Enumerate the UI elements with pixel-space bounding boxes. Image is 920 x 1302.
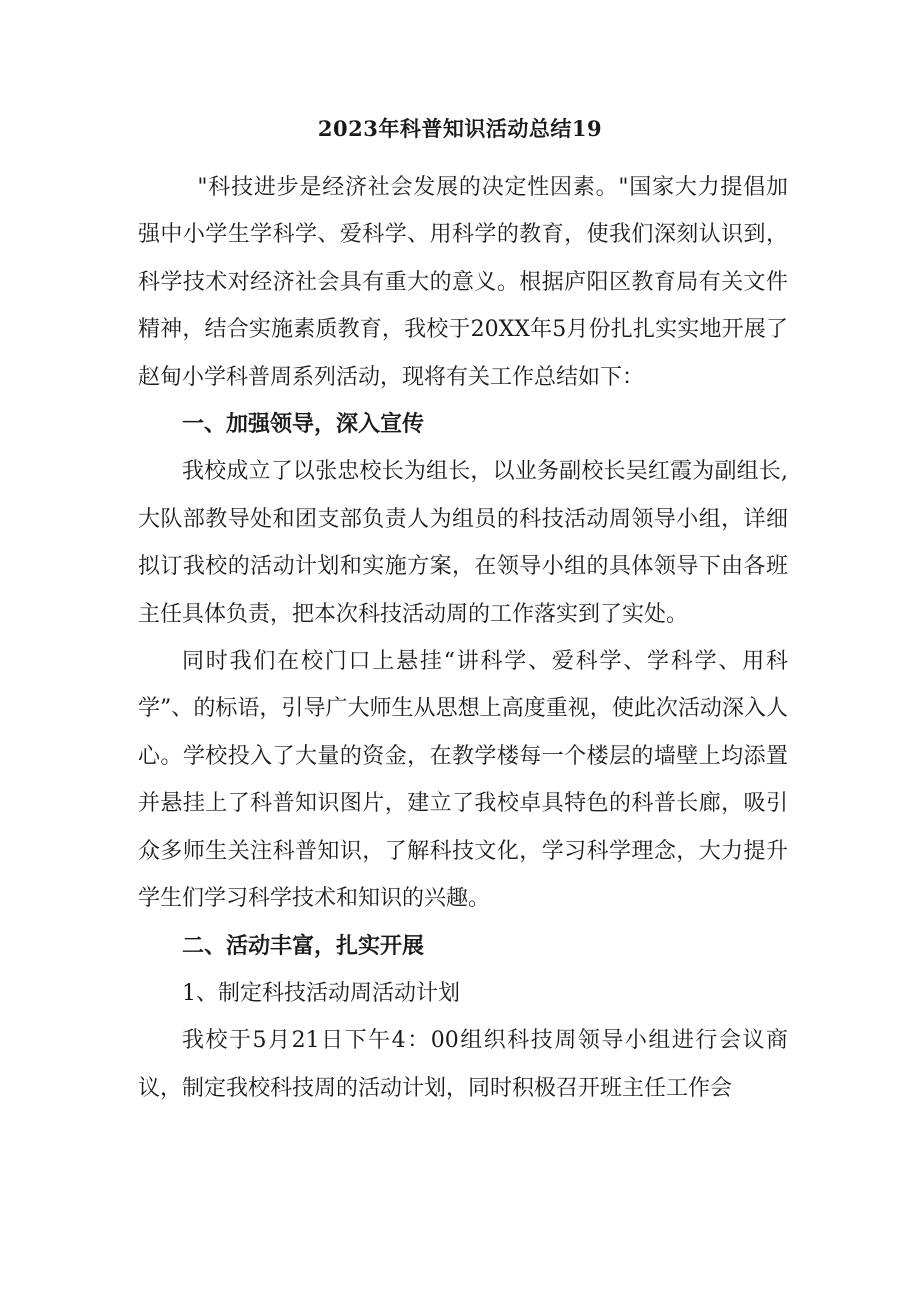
body-paragraph: 我校成立了以张忠校长为组长，以业务副校长吴红霞为副组长,大队部教导处和团支部负责人为组员的科技活动周领导小组，详细拟订我校的活动计划和实施方案，在领导小组的具体领导下由各班主任具体负责，把本次科技活动周的工作落实到了实处。 (138, 459, 788, 627)
body-paragraph: 同时我们在校门口上悬挂“讲科学、爱科学、学科学、用科学”、的标语，引导广大师生从思想上高度重视，使此次活动深入人心。学校投入了大量的资金，在教学楼每一个楼层的墙壁上均添置并悬挂上了科普知识图片，建立了我校卓具特色的科普长廊，吸引众多师生关注科普知识，了解科技文化，学习科学理念，大力提升学生们学习科学技术和知识的兴趣。 (138, 649, 788, 912)
document-title: 2023年科普知识活动总结19 (317, 116, 603, 141)
document-body (138, 164, 788, 1112)
intro-paragraph: "科技进步是经济社会发展的决定性因素。"国家大力提倡加强中小学生学科学、爱科学、用科学的教育，使我们深刻认识到，科学技术对经济社会具有重大的意义。根据庐阳区教育局有关文件精神，结合实施素质教育，我校于20XX年5月份扎扎实实地开展了赵甸小学科普周系列活动，现将有关工作总结如下： (138, 175, 788, 390)
subsection-heading: 1、制定科技活动周活动计划 (182, 980, 460, 1006)
body-paragraph: 我校于5月21日下午4：00组织科技周领导小组进行会议商议，制定我校科技周的活动计划，同时积极召开班主任工作会 (138, 1028, 788, 1101)
section-heading-activities: 二、活动丰富，扎实开展 (182, 932, 425, 959)
section-heading-leadership: 一、加强领导，深入宣传 (182, 411, 425, 438)
